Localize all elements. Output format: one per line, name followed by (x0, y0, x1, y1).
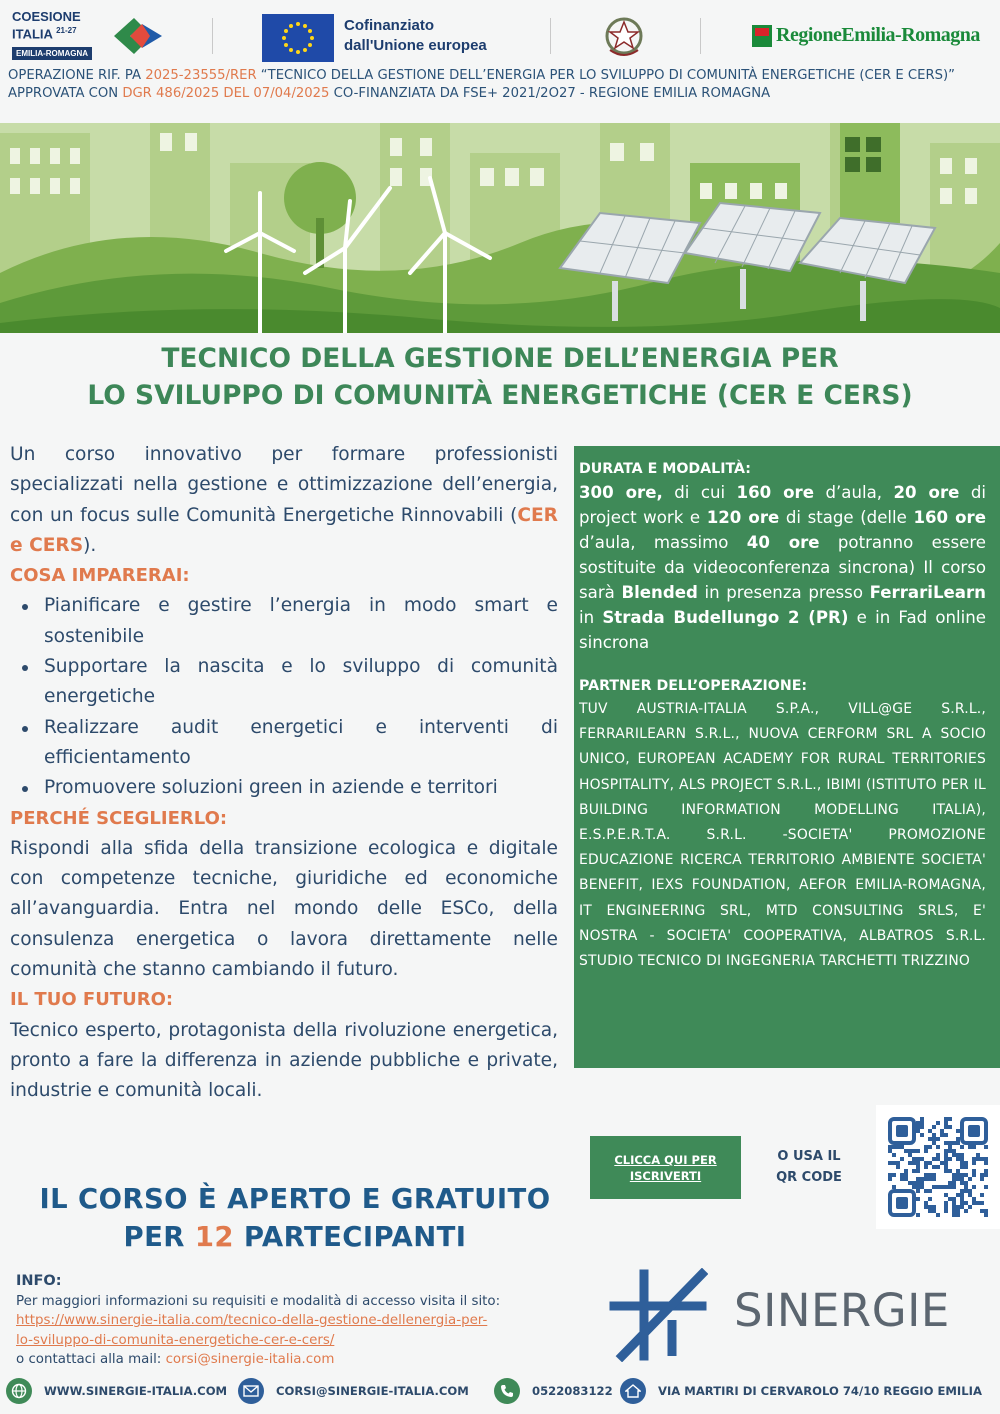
footer-phone[interactable]: 0522083122 (494, 1377, 613, 1405)
info-mail-line: o contattaci alla mail: corsi@sinergie-italia.com (16, 1352, 335, 1367)
eu-flag-icon (262, 14, 334, 62)
logos-bar (0, 0, 1000, 66)
sinergie-logo-icon (608, 1268, 708, 1362)
info-text: Per maggiori informazioni su requisiti e modalità di accesso visita il sito: (16, 1293, 501, 1309)
list-item: Realizzare audit energetici e interventi di efficientamento (44, 713, 558, 774)
mail-link[interactable]: corsi@sinergie-italia.com (165, 1352, 335, 1367)
duration-text: 300 ore, di cui 160 ore d’aula, 20 ore di project work e 120 ore di stage (delle 160 ore d’aula, massimo 40 ore potranno essere sostituite da videoconferenza sincrona) Il corso sarà Blended in presenza presso FerrariLearn in Strada Budellungo 2 (PR) e in Fad online sincrona (579, 483, 986, 652)
free-course-banner (0, 1180, 590, 1256)
free-course-line1: IL CORSO È APERTO E GRATUITO (39, 1183, 551, 1215)
list-item: Pianificare e gestire l’energia in modo smart e sostenibile (44, 591, 558, 652)
info-section (16, 1272, 576, 1370)
register-button[interactable]: CLICCA QUI PER ISCRIVERTI (590, 1136, 741, 1199)
course-details-box (574, 446, 1000, 1068)
regione-logo (752, 22, 988, 54)
future-heading: IL TUO FUTURO: (10, 989, 174, 1011)
coesione-logo (12, 10, 162, 60)
logo-divider (212, 18, 213, 54)
regione-mark-icon (752, 25, 772, 47)
regione-text: RegioneEmilia-Romagna (776, 24, 980, 46)
italian-emblem-icon (602, 14, 646, 60)
coesione-arrow-icon (112, 14, 164, 58)
learn-list (10, 591, 558, 803)
globe-icon (6, 1378, 32, 1404)
qr-label: O USA IL QR CODE (776, 1149, 842, 1185)
intro-text: Un corso innovativo per formare professionisti specializzati nella gestione e ottimizzazione dell’energia, con un focus sulle Comunità Energetiche Rinnovabili (CER e CERS). (10, 444, 558, 556)
duration-heading: DURATA E MODALITÀ: (579, 461, 751, 477)
future-text: Tecnico esperto, protagonista della rivoluzione energetica, pronto a fare la differenza in aziende pubbliche e private, industrie e comunità locali. (10, 1019, 558, 1102)
course-description (10, 440, 558, 1107)
home-icon (620, 1378, 646, 1404)
coesione-line1: COESIONE (12, 9, 81, 24)
list-item: Promuovere soluzioni green in aziende e territori (44, 773, 558, 803)
list-item: Supportare la nascita e lo sviluppo di comunità energetiche (44, 652, 558, 713)
footer (0, 1374, 1000, 1408)
qr-code[interactable] (876, 1105, 1000, 1229)
why-heading: PERCHÉ SCEGLIERLO: (10, 807, 228, 829)
phone-icon (494, 1378, 520, 1404)
free-course-line2: PER 12 PARTECIPANTI (123, 1221, 467, 1253)
hero-illustration (0, 123, 1000, 333)
logo-divider (700, 18, 701, 54)
coesione-line2: ITALIA $^{21-27}$ (12, 26, 77, 42)
coesione-region: EMILIA-ROMAGNA (12, 47, 92, 60)
course-link[interactable]: https://www.sinergie-italia.com/tecnico-della-gestione-dellenergia-per- (16, 1313, 488, 1328)
footer-email[interactable]: CORSI@SINERGIE-ITALIA.COM (238, 1377, 469, 1405)
envelope-icon (238, 1378, 264, 1404)
course-link[interactable]: lo-sviluppo-di-comunita-energetiche-cer-e-cers/ (16, 1332, 335, 1348)
sinergie-brand: SINERGIE (734, 1284, 950, 1337)
why-text: Rispondi alla sfida della transizione ecologica e digitale con competenze tecniche, giuridiche ed economiche all’avanguardia. Entra nel mondo delle ESCo, della consulenza energetica o lavora direttamente nelle comunità che stanno cambiando il futuro. (10, 837, 558, 981)
info-heading: INFO: (16, 1273, 62, 1289)
operazione-text: OPERAZIONE RIF. PA 2025-23555/RER “TECNICO DELLA GESTIONE DELL’ENERGIA PER LO SVILUPPO DI COMUNITÀ ENERGETICHE (CER E CERS)” APPROVATA CON DGR 486/2025 DEL 07/04/2025 CO-FINANZIATA DA FSE+ 2021/2O27 - REGIONE EMILIA ROMAGNA (8, 68, 955, 101)
logo-divider (550, 18, 551, 54)
footer-web[interactable]: WWW.SINERGIE-ITALIA.COM (6, 1377, 227, 1405)
learn-heading: COSA IMPARERAI: (10, 565, 190, 587)
page-title: TECNICO DELLA GESTIONE DELL’ENERGIA PER LO SVILUPPO DI COMUNITÀ ENERGETICHE (CER E CERS) (87, 343, 913, 411)
eu-text: Cofinanziato dall'Unione europea (344, 17, 487, 54)
partner-heading: PARTNER DELL’OPERAZIONE: (579, 678, 808, 694)
partners-text: TUV AUSTRIA-ITALIA S.P.A., VILL@GE S.R.L., FERRARILEARN S.R.L., NUOVA CERFORM SRL A SOCIO UNICO, EUROPEAN ACADEMY FOR RURAL TERRITORIES HOSPITALITY, ALS PROJECT S.R.L., IBIMI (ISTITUTO PER IL BUILDING INFORMATION MODELLING ITALIA), E.S.P.E.R.T.A. S.R.L. -SOCIETA' PROMOZIONE EDUCAZIONE RICERCA TERRITORIO AMBIENTE SOCIETA' BENEFIT, IEXS FOUNDATION, AEFOR EMILIA-ROMAGNA, IT ENGINEERING SRL, MTD CONSULTING SRLS, E' NOSTRA - SOCIETA' COOPERATIVA, ALBATROS S.R.L. STUDIO TECNICO DI INGEGNERIA TARCHETTI TRIZZINO (579, 701, 986, 970)
footer-address: VIA MARTIRI DI CERVAROLO 74/10 REGGIO EMILIA (620, 1377, 982, 1405)
